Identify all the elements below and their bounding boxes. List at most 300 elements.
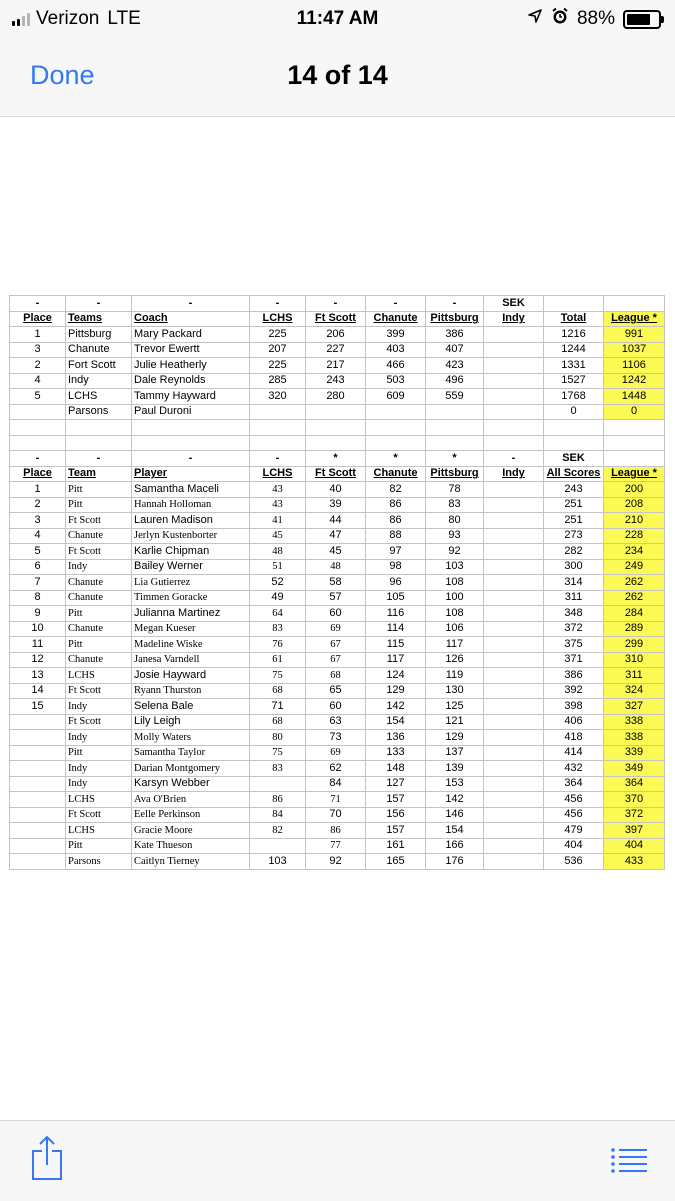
table-cell: 225 bbox=[250, 327, 306, 343]
table-cell: 69 bbox=[306, 745, 366, 761]
table-cell: 338 bbox=[604, 714, 665, 730]
mark-cell: - bbox=[250, 296, 306, 312]
mark-cell: - bbox=[10, 296, 66, 312]
table-cell: 1242 bbox=[604, 373, 665, 389]
table-cell: 127 bbox=[366, 776, 426, 792]
table-cell: 311 bbox=[604, 668, 665, 684]
table-cell: 407 bbox=[426, 342, 484, 358]
header-row bbox=[10, 466, 665, 482]
table-cell: 80 bbox=[250, 730, 306, 746]
table-cell: 4 bbox=[10, 373, 66, 389]
mark-cell: - bbox=[484, 451, 544, 467]
table-cell: 44 bbox=[306, 513, 366, 529]
table-cell: 161 bbox=[366, 838, 426, 854]
table-cell: Kate Thueson bbox=[132, 838, 250, 854]
table-cell: Pitt bbox=[66, 838, 132, 854]
table-cell: 392 bbox=[544, 683, 604, 699]
table-cell: 479 bbox=[544, 823, 604, 839]
mark-cell: - bbox=[366, 296, 426, 312]
table-cell: 559 bbox=[426, 389, 484, 405]
table-cell: Chanute bbox=[66, 652, 132, 668]
table-cell: 11 bbox=[10, 637, 66, 653]
table-cell: 200 bbox=[604, 482, 665, 498]
table-cell bbox=[366, 404, 426, 420]
table-cell: Pitt bbox=[66, 745, 132, 761]
table-cell: 84 bbox=[306, 776, 366, 792]
table-cell: Indy bbox=[66, 761, 132, 777]
table-row bbox=[10, 823, 665, 839]
table-row bbox=[10, 590, 665, 606]
table-cell: 62 bbox=[306, 761, 366, 777]
table-cell: 320 bbox=[250, 389, 306, 405]
table-cell: 364 bbox=[604, 776, 665, 792]
table-cell: Dale Reynolds bbox=[132, 373, 250, 389]
table-row bbox=[10, 761, 665, 777]
mark-cell: - bbox=[426, 296, 484, 312]
table-cell: 1037 bbox=[604, 342, 665, 358]
table-cell: 1 bbox=[10, 327, 66, 343]
table-cell: 57 bbox=[306, 590, 366, 606]
mark-cell: * bbox=[306, 451, 366, 467]
table-cell: 349 bbox=[604, 761, 665, 777]
table-cell: 153 bbox=[426, 776, 484, 792]
table-cell: 78 bbox=[426, 482, 484, 498]
table-cell bbox=[10, 745, 66, 761]
table-cell: 1 bbox=[10, 482, 66, 498]
column-header: League * bbox=[604, 311, 665, 327]
column-header: Coach bbox=[132, 311, 250, 327]
table-cell: 371 bbox=[544, 652, 604, 668]
table-cell: 228 bbox=[604, 528, 665, 544]
table-row bbox=[10, 544, 665, 560]
table-cell bbox=[484, 621, 544, 637]
table-cell: 86 bbox=[366, 497, 426, 513]
table-cell: 58 bbox=[306, 575, 366, 591]
table-cell: 133 bbox=[366, 745, 426, 761]
table-cell: 100 bbox=[426, 590, 484, 606]
table-cell: 1527 bbox=[544, 373, 604, 389]
table-row bbox=[10, 404, 665, 420]
column-header: Player bbox=[132, 466, 250, 482]
table-row bbox=[10, 683, 665, 699]
table-cell: Gracie Moore bbox=[132, 823, 250, 839]
mark-cell bbox=[604, 296, 665, 312]
table-cell: 217 bbox=[306, 358, 366, 374]
mark-cell: - bbox=[132, 451, 250, 467]
status-time: 11:47 AM bbox=[296, 8, 379, 29]
table-cell: 404 bbox=[544, 838, 604, 854]
table-cell: 456 bbox=[544, 807, 604, 823]
table-cell: 117 bbox=[366, 652, 426, 668]
table-cell: 243 bbox=[544, 482, 604, 498]
mark-cell: - bbox=[306, 296, 366, 312]
table-cell: Lia Gutierrez bbox=[132, 575, 250, 591]
table-cell bbox=[484, 838, 544, 854]
table-cell: 1331 bbox=[544, 358, 604, 374]
empty-cell bbox=[426, 420, 484, 436]
table-cell: Indy bbox=[66, 776, 132, 792]
mark-cell bbox=[604, 451, 665, 467]
table-cell: 71 bbox=[306, 792, 366, 808]
table-cell: Chanute bbox=[66, 342, 132, 358]
table-cell: 364 bbox=[544, 776, 604, 792]
table-cell: Pittsburg bbox=[66, 327, 132, 343]
table-row bbox=[10, 668, 665, 684]
empty-cell bbox=[250, 435, 306, 451]
table-cell: 86 bbox=[306, 823, 366, 839]
table-cell: 75 bbox=[250, 745, 306, 761]
empty-cell bbox=[132, 435, 250, 451]
table-cell: 262 bbox=[604, 575, 665, 591]
table-cell: 129 bbox=[426, 730, 484, 746]
column-header: Teams bbox=[66, 311, 132, 327]
table-cell: Caitlyn Tierney bbox=[132, 854, 250, 870]
table-cell bbox=[484, 528, 544, 544]
blank-row bbox=[10, 420, 665, 436]
table-cell: 65 bbox=[306, 683, 366, 699]
table-cell: 60 bbox=[306, 699, 366, 715]
table-cell bbox=[484, 590, 544, 606]
marks-row bbox=[10, 451, 665, 467]
table-cell: 285 bbox=[250, 373, 306, 389]
table-row bbox=[10, 621, 665, 637]
mark-cell: - bbox=[132, 296, 250, 312]
table-cell bbox=[250, 776, 306, 792]
table-cell bbox=[484, 730, 544, 746]
table-cell bbox=[426, 404, 484, 420]
table-cell: 456 bbox=[544, 792, 604, 808]
table-cell: 251 bbox=[544, 497, 604, 513]
table-cell: Ryann Thurston bbox=[132, 683, 250, 699]
empty-cell bbox=[66, 420, 132, 436]
table-cell bbox=[484, 575, 544, 591]
location-icon bbox=[527, 8, 543, 30]
table-cell: 418 bbox=[544, 730, 604, 746]
table-cell: 282 bbox=[544, 544, 604, 560]
table-cell: 13 bbox=[10, 668, 66, 684]
table-cell: 1244 bbox=[544, 342, 604, 358]
table-cell: 51 bbox=[250, 559, 306, 575]
network-type: LTE bbox=[107, 8, 141, 29]
table-row bbox=[10, 838, 665, 854]
table-cell: 10 bbox=[10, 621, 66, 637]
column-header: Team bbox=[66, 466, 132, 482]
table-cell: 234 bbox=[604, 544, 665, 560]
table-cell: 98 bbox=[366, 559, 426, 575]
table-cell: 403 bbox=[366, 342, 426, 358]
table-cell: 1216 bbox=[544, 327, 604, 343]
table-cell: 414 bbox=[544, 745, 604, 761]
table-cell: 82 bbox=[366, 482, 426, 498]
mark-cell: - bbox=[66, 451, 132, 467]
column-header: All Scores bbox=[544, 466, 604, 482]
table-row bbox=[10, 714, 665, 730]
table-cell bbox=[10, 823, 66, 839]
table-cell: Karlie Chipman bbox=[132, 544, 250, 560]
table-cell: 7 bbox=[10, 575, 66, 591]
spreadsheet bbox=[9, 295, 665, 870]
table-cell: 126 bbox=[426, 652, 484, 668]
table-cell: 2 bbox=[10, 497, 66, 513]
table-cell bbox=[484, 559, 544, 575]
empty-cell bbox=[604, 420, 665, 436]
table-cell: 262 bbox=[604, 590, 665, 606]
table-cell: 63 bbox=[306, 714, 366, 730]
table-cell: 43 bbox=[250, 482, 306, 498]
table-cell: 432 bbox=[544, 761, 604, 777]
table-cell: 299 bbox=[604, 637, 665, 653]
table-cell: 273 bbox=[544, 528, 604, 544]
table-row bbox=[10, 807, 665, 823]
table-cell: Indy bbox=[66, 373, 132, 389]
table-cell: 96 bbox=[366, 575, 426, 591]
table-cell: Pitt bbox=[66, 482, 132, 498]
table-cell: Chanute bbox=[66, 528, 132, 544]
table-cell: LCHS bbox=[66, 823, 132, 839]
status-bar bbox=[0, 0, 675, 38]
table-row bbox=[10, 342, 665, 358]
table-cell: Ft Scott bbox=[66, 714, 132, 730]
table-cell: 105 bbox=[366, 590, 426, 606]
table-cell: 136 bbox=[366, 730, 426, 746]
table-cell bbox=[484, 683, 544, 699]
table-cell: 0 bbox=[604, 404, 665, 420]
table-row bbox=[10, 637, 665, 653]
table-cell bbox=[250, 404, 306, 420]
column-header: Total bbox=[544, 311, 604, 327]
table-cell: 15 bbox=[10, 699, 66, 715]
table-cell: 536 bbox=[544, 854, 604, 870]
table-cell: Samantha Taylor bbox=[132, 745, 250, 761]
table-cell: 39 bbox=[306, 497, 366, 513]
table-cell: 92 bbox=[306, 854, 366, 870]
table-cell: 406 bbox=[544, 714, 604, 730]
table-cell: 103 bbox=[250, 854, 306, 870]
table-row bbox=[10, 528, 665, 544]
table-cell bbox=[484, 792, 544, 808]
table-cell: 397 bbox=[604, 823, 665, 839]
empty-cell bbox=[306, 420, 366, 436]
table-cell bbox=[484, 714, 544, 730]
table-cell bbox=[10, 730, 66, 746]
table-cell bbox=[10, 714, 66, 730]
mark-cell: - bbox=[250, 451, 306, 467]
table-row bbox=[10, 497, 665, 513]
table-cell: 103 bbox=[426, 559, 484, 575]
column-header: Chanute bbox=[366, 311, 426, 327]
table-cell: 280 bbox=[306, 389, 366, 405]
table-cell: 80 bbox=[426, 513, 484, 529]
table-cell: Pitt bbox=[66, 497, 132, 513]
table-row bbox=[10, 373, 665, 389]
alarm-icon bbox=[551, 7, 569, 31]
table-cell: 324 bbox=[604, 683, 665, 699]
table-cell bbox=[10, 776, 66, 792]
table-cell bbox=[484, 776, 544, 792]
table-cell: 77 bbox=[306, 838, 366, 854]
table-cell: 48 bbox=[306, 559, 366, 575]
table-cell: Julie Heatherly bbox=[132, 358, 250, 374]
table-cell: Eelle Perkinson bbox=[132, 807, 250, 823]
table-cell: 71 bbox=[250, 699, 306, 715]
table-cell bbox=[10, 807, 66, 823]
table-cell: 386 bbox=[426, 327, 484, 343]
column-header: Place bbox=[10, 311, 66, 327]
table-cell bbox=[10, 854, 66, 870]
table-row bbox=[10, 854, 665, 870]
table-cell: 106 bbox=[426, 621, 484, 637]
mark-cell: * bbox=[366, 451, 426, 467]
table-cell: 64 bbox=[250, 606, 306, 622]
table-cell: 289 bbox=[604, 621, 665, 637]
table-cell: 1768 bbox=[544, 389, 604, 405]
table-cell: 310 bbox=[604, 652, 665, 668]
table-cell bbox=[484, 358, 544, 374]
table-cell: 61 bbox=[250, 652, 306, 668]
table-cell: 68 bbox=[250, 683, 306, 699]
empty-cell bbox=[426, 435, 484, 451]
table-row bbox=[10, 358, 665, 374]
table-cell: 88 bbox=[366, 528, 426, 544]
table-cell: 45 bbox=[306, 544, 366, 560]
header-row bbox=[10, 311, 665, 327]
done-button[interactable]: Done bbox=[30, 60, 95, 90]
table-cell bbox=[484, 389, 544, 405]
table-cell: 370 bbox=[604, 792, 665, 808]
table-cell: 3 bbox=[10, 513, 66, 529]
table-cell: Darian Montgomery bbox=[132, 761, 250, 777]
table-cell: LCHS bbox=[66, 668, 132, 684]
document-image bbox=[9, 295, 667, 900]
table-cell: Jerlyn Kustenborter bbox=[132, 528, 250, 544]
table-cell bbox=[10, 838, 66, 854]
table-cell: 67 bbox=[306, 637, 366, 653]
table-cell: 2 bbox=[10, 358, 66, 374]
table-cell: 130 bbox=[426, 683, 484, 699]
table-cell: 93 bbox=[426, 528, 484, 544]
column-header: Indy bbox=[484, 466, 544, 482]
table-cell: 49 bbox=[250, 590, 306, 606]
column-header: Ft Scott bbox=[306, 466, 366, 482]
table-cell: 300 bbox=[544, 559, 604, 575]
table-row bbox=[10, 652, 665, 668]
table-cell: 243 bbox=[306, 373, 366, 389]
table-cell: Hannah Holloman bbox=[132, 497, 250, 513]
table-cell: 139 bbox=[426, 761, 484, 777]
table-cell: 372 bbox=[544, 621, 604, 637]
table-row bbox=[10, 745, 665, 761]
table-cell: 225 bbox=[250, 358, 306, 374]
table-cell: 92 bbox=[426, 544, 484, 560]
table-cell bbox=[484, 699, 544, 715]
table-cell: 137 bbox=[426, 745, 484, 761]
share-icon[interactable] bbox=[30, 1133, 64, 1181]
table-cell: 338 bbox=[604, 730, 665, 746]
table-cell: 14 bbox=[10, 683, 66, 699]
mark-cell: * bbox=[426, 451, 484, 467]
table-cell bbox=[484, 327, 544, 343]
table-cell: LCHS bbox=[66, 792, 132, 808]
table-cell: Karsyn Webber bbox=[132, 776, 250, 792]
table-cell: Indy bbox=[66, 559, 132, 575]
table-cell: Pitt bbox=[66, 637, 132, 653]
table-cell: 251 bbox=[544, 513, 604, 529]
table-cell: 176 bbox=[426, 854, 484, 870]
table-cell: 12 bbox=[10, 652, 66, 668]
table-cell: 166 bbox=[426, 838, 484, 854]
table-row bbox=[10, 327, 665, 343]
table-cell: 40 bbox=[306, 482, 366, 498]
table-cell: 496 bbox=[426, 373, 484, 389]
table-cell: Timmen Goracke bbox=[132, 590, 250, 606]
table-cell: 76 bbox=[250, 637, 306, 653]
table-cell: 227 bbox=[306, 342, 366, 358]
table-cell: 157 bbox=[366, 792, 426, 808]
table-cell: 60 bbox=[306, 606, 366, 622]
table-cell: 208 bbox=[604, 497, 665, 513]
table-cell: 154 bbox=[366, 714, 426, 730]
table-cell: 41 bbox=[250, 513, 306, 529]
table-cell bbox=[484, 342, 544, 358]
table-cell: 119 bbox=[426, 668, 484, 684]
table-cell: 73 bbox=[306, 730, 366, 746]
table-cell: 348 bbox=[544, 606, 604, 622]
list-icon[interactable] bbox=[611, 1148, 647, 1174]
table-cell: 375 bbox=[544, 637, 604, 653]
table-cell: Madeline Wiske bbox=[132, 637, 250, 653]
empty-cell bbox=[366, 420, 426, 436]
table-cell: Ft Scott bbox=[66, 683, 132, 699]
table-cell: 207 bbox=[250, 342, 306, 358]
table-cell: 423 bbox=[426, 358, 484, 374]
table-cell: 148 bbox=[366, 761, 426, 777]
table-cell: 991 bbox=[604, 327, 665, 343]
table-cell: 154 bbox=[426, 823, 484, 839]
table-cell: 115 bbox=[366, 637, 426, 653]
table-cell: 108 bbox=[426, 575, 484, 591]
table-cell bbox=[484, 544, 544, 560]
table-cell: 75 bbox=[250, 668, 306, 684]
table-row bbox=[10, 482, 665, 498]
table-cell: 9 bbox=[10, 606, 66, 622]
marks-row bbox=[10, 296, 665, 312]
table-row bbox=[10, 699, 665, 715]
empty-cell bbox=[484, 435, 544, 451]
table-cell: 3 bbox=[10, 342, 66, 358]
table-cell: 311 bbox=[544, 590, 604, 606]
table-cell: Samantha Maceli bbox=[132, 482, 250, 498]
empty-cell bbox=[250, 420, 306, 436]
table-cell: 249 bbox=[604, 559, 665, 575]
table-cell bbox=[306, 404, 366, 420]
table-cell: Pitt bbox=[66, 606, 132, 622]
table-row bbox=[10, 776, 665, 792]
table-cell: 121 bbox=[426, 714, 484, 730]
table-cell: Fort Scott bbox=[66, 358, 132, 374]
table-cell: Ft Scott bbox=[66, 807, 132, 823]
table-cell: 210 bbox=[604, 513, 665, 529]
table-cell bbox=[484, 761, 544, 777]
table-cell bbox=[484, 497, 544, 513]
table-cell: 142 bbox=[366, 699, 426, 715]
table-row bbox=[10, 730, 665, 746]
empty-cell bbox=[484, 420, 544, 436]
table-cell: 86 bbox=[366, 513, 426, 529]
table-cell: 86 bbox=[250, 792, 306, 808]
navigation-bar bbox=[0, 38, 675, 117]
table-cell bbox=[484, 652, 544, 668]
table-cell: Bailey Werner bbox=[132, 559, 250, 575]
